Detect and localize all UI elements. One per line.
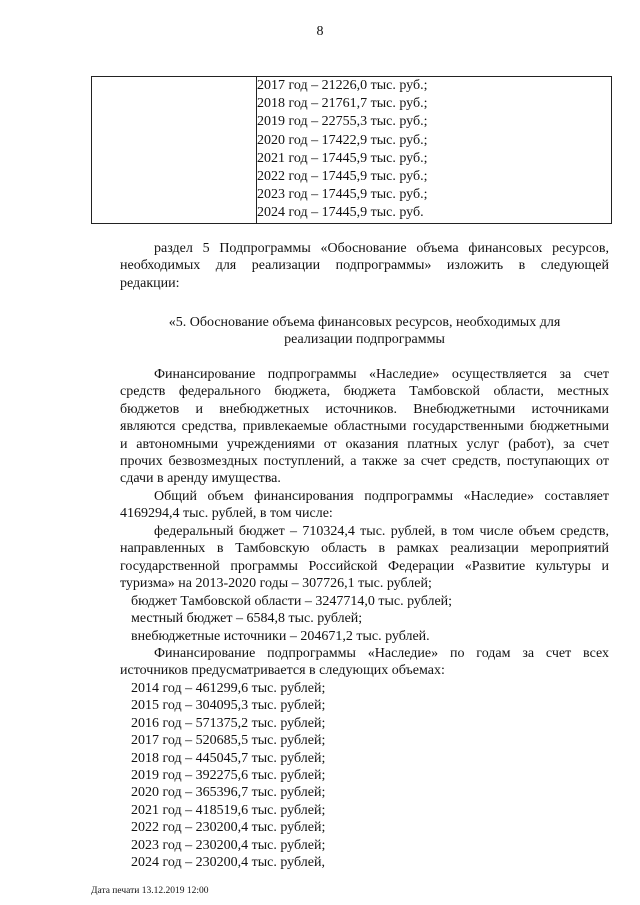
- budget-item: бюджет Тамбовской области – 3247714,0 тыс. рублей;: [131, 594, 453, 609]
- year-item: 2018 год – 445045,7 тыс. рублей;: [131, 751, 326, 766]
- federal-budget-paragraph: [120, 523, 609, 593]
- year-item: 2015 год – 304095,3 тыс. рублей;: [131, 698, 326, 713]
- paragraph-line: Финансирование подпрограммы «Наследие» по годам за счет всех: [154, 646, 609, 661]
- financing-paragraph: [120, 366, 609, 488]
- paragraph-line: Финансирование подпрограммы «Наследие» осуществляется за счет: [154, 367, 609, 382]
- table-year-line: 2023 год – 17445,9 тыс. руб.;: [257, 187, 428, 203]
- intro-paragraph: [120, 240, 609, 292]
- table-year-line: 2020 год – 17422,9 тыс. руб.;: [257, 132, 428, 148]
- paragraph-line: направленных в Тамбовскую область в рамках реализации мероприятий: [120, 541, 609, 557]
- budget-table: [91, 76, 612, 224]
- year-item: 2022 год – 230200,4 тыс. рублей;: [131, 820, 326, 835]
- intro-line: раздел 5 Подпрограммы «Обоснование объема финансовых ресурсов,: [154, 241, 609, 256]
- year-item: 2017 год – 520685,5 тыс. рублей;: [131, 733, 326, 748]
- table-cell-years: [257, 77, 612, 224]
- paragraph-line: государственной программы Российской Федерации «Развитие культуры и: [120, 558, 609, 574]
- section-title: [120, 314, 609, 349]
- paragraph-line: федеральный бюджет – 710324,4 тыс. рублей, в том числе объем средств,: [154, 524, 609, 539]
- intro-line: необходимых для реализации подпрограммы» изложить в следующей: [120, 258, 609, 274]
- section-title-line: реализации подпрограммы: [284, 332, 445, 348]
- paragraph-line: источников предусматривается в следующих объемах:: [120, 663, 445, 679]
- paragraph-line: Общий объем финансирования подпрограммы «Наследие» составляет: [154, 489, 609, 504]
- section-title-line: «5. Обоснование объема финансовых ресурсов, необходимых для: [168, 315, 561, 330]
- year-item: 2020 год – 365396,7 тыс. рублей;: [131, 785, 326, 800]
- year-item: 2016 год – 571375,2 тыс. рублей;: [131, 716, 326, 731]
- paragraph-line: и автономными учреждениями от оказания платных услуг (работ), за счет: [120, 436, 609, 452]
- table-year-line: 2024 год – 17445,9 тыс. руб.: [257, 205, 424, 221]
- year-item: 2023 год – 230200,4 тыс. рублей;: [131, 838, 326, 853]
- year-item: 2019 год – 392275,6 тыс. рублей;: [131, 768, 326, 783]
- year-item: 2024 год – 230200,4 тыс. рублей,: [131, 855, 325, 870]
- paragraph-line: средств федерального бюджета, бюджета Тамбовской области, местных: [120, 384, 609, 400]
- paragraph-line: являются средства, привлекаемые областными государственными бюджетными: [120, 419, 609, 435]
- year-item: 2014 год – 461299,6 тыс. рублей;: [131, 681, 326, 696]
- table-row: [92, 77, 612, 224]
- table-year-line: 2019 год – 22755,3 тыс. руб.;: [257, 114, 428, 130]
- paragraph-line: туризма» на 2013-2020 годы – 307726,1 тыс. рублей;: [120, 576, 432, 592]
- paragraph-line: 4169294,4 тыс. рублей, в том числе:: [120, 506, 333, 522]
- paragraph-line: сдачи в аренду имущества.: [120, 471, 281, 487]
- table-year-line: 2021 год – 17445,9 тыс. руб.;: [257, 150, 428, 166]
- page-number: 8: [316, 24, 324, 39]
- yearly-financing-paragraph: [120, 645, 609, 680]
- intro-line: редакции:: [120, 275, 180, 291]
- table-year-line: 2018 год – 21761,7 тыс. руб.;: [257, 96, 428, 112]
- table-cell-empty: [92, 77, 257, 224]
- paragraph-line: бюджетов и внебюджетных источников. Внебюджетными источниками: [120, 401, 609, 417]
- paragraph-line: прочих безвозмездных поступлений, а также за счет средств, поступающих от: [120, 454, 609, 470]
- total-volume-paragraph: [120, 488, 609, 523]
- budget-item: местный бюджет – 6584,8 тыс. рублей;: [131, 611, 363, 626]
- table-year-line: 2017 год – 21226,0 тыс. руб.;: [257, 78, 428, 93]
- table-year-line: 2022 год – 17445,9 тыс. руб.;: [257, 169, 428, 185]
- year-item: 2021 год – 418519,6 тыс. рублей;: [131, 803, 326, 818]
- budget-item: внебюджетные источники – 204671,2 тыс. рублей.: [131, 629, 430, 644]
- print-date-footer: Дата печати 13.12.2019 12:00: [91, 886, 209, 896]
